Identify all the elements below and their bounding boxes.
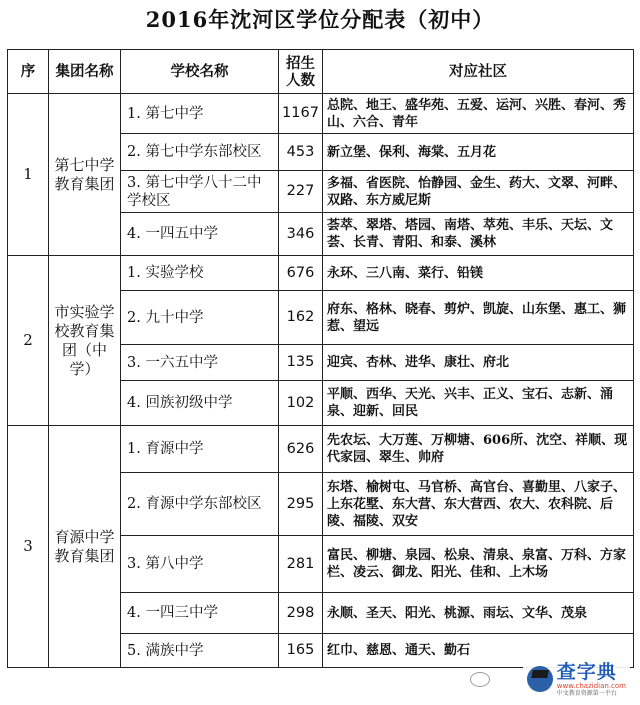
school-name: 3. 第八中学 bbox=[121, 536, 279, 593]
school-name: 4. 一四五中学 bbox=[121, 213, 279, 256]
school-name: 2. 育源中学东部校区 bbox=[121, 473, 279, 536]
school-name: 4. 一四三中学 bbox=[121, 593, 279, 634]
enroll-count: 453 bbox=[279, 134, 323, 171]
community-list: 先农坛、大万莲、万柳塘、606所、沈空、祥顺、现代家园、翠生、帅府 bbox=[323, 426, 634, 473]
community-list: 永环、三八南、菜行、铅镁 bbox=[323, 256, 634, 291]
header-enroll: 招生人数 bbox=[279, 50, 323, 94]
community-list: 新立堡、保利、海棠、五月花 bbox=[323, 134, 634, 171]
table-row bbox=[8, 426, 634, 473]
header-group: 集团名称 bbox=[49, 50, 121, 94]
wechat-icon bbox=[470, 672, 490, 687]
enroll-count: 1167 bbox=[279, 94, 323, 134]
logo-slogan: 中文教育资源第一平台 bbox=[556, 689, 617, 697]
group-name: 育源中学教育集团 bbox=[49, 426, 121, 668]
mortarboard-icon bbox=[527, 666, 553, 692]
enroll-count: 626 bbox=[279, 426, 323, 473]
community-list: 红巾、慈恩、通天、勤石 bbox=[323, 634, 634, 668]
enroll-count: 295 bbox=[279, 473, 323, 536]
table-row bbox=[8, 94, 634, 134]
school-name: 1. 第七中学 bbox=[121, 94, 279, 134]
community-list: 迎宾、杏林、进华、康壮、府北 bbox=[323, 345, 634, 381]
logo-name: 查字典 bbox=[556, 660, 617, 683]
enroll-count: 227 bbox=[279, 171, 323, 213]
header-no: 序 bbox=[8, 50, 49, 94]
community-list: 东塔、榆树屯、马官桥、高官台、喜勤里、八家子、上东花墅、东大营、东大营西、农大、农科院、后陵、福陵、双安 bbox=[323, 473, 634, 536]
school-name: 1. 育源中学 bbox=[121, 426, 279, 473]
school-name: 2. 第七中学东部校区 bbox=[121, 134, 279, 171]
group-no: 2 bbox=[8, 256, 49, 426]
enroll-count: 102 bbox=[279, 381, 323, 426]
logo-text bbox=[557, 662, 626, 697]
community-list: 荟萃、翠塔、塔园、南塔、萃苑、丰乐、天坛、文荟、长青、青阳、和泰、溪林 bbox=[323, 213, 634, 256]
page-title: 2016年沈河区学位分配表（初中） bbox=[145, 7, 495, 32]
table-row bbox=[8, 256, 634, 291]
group-no: 1 bbox=[8, 94, 49, 256]
header-community: 对应社区 bbox=[323, 50, 634, 94]
group-name: 第七中学教育集团 bbox=[49, 94, 121, 256]
chazidian-logo bbox=[523, 659, 630, 699]
header-row bbox=[8, 50, 634, 94]
community-list: 富民、柳塘、泉园、松泉、清泉、泉富、万科、方家栏、凌云、御龙、阳光、佳和、上木场 bbox=[323, 536, 634, 593]
enroll-count: 162 bbox=[279, 291, 323, 345]
allocation-table bbox=[7, 49, 634, 668]
enroll-count: 165 bbox=[279, 634, 323, 668]
school-name: 5. 满族中学 bbox=[121, 634, 279, 668]
school-name: 3. 第七中学八十二中学校区 bbox=[121, 171, 279, 213]
school-name: 1. 实验学校 bbox=[121, 256, 279, 291]
group-no: 3 bbox=[8, 426, 49, 668]
enroll-count: 298 bbox=[279, 593, 323, 634]
school-name: 4. 回族初级中学 bbox=[121, 381, 279, 426]
community-list: 府东、格林、晓春、剪炉、凯旋、山东堡、惠工、狮惹、望远 bbox=[323, 291, 634, 345]
community-list: 多福、省医院、怡静园、金生、药大、文翠、河畔、双路、东方威尼斯 bbox=[323, 171, 634, 213]
community-list: 永顺、圣天、阳光、桃源、雨坛、文华、茂泉 bbox=[323, 593, 634, 634]
logo-url: www.chazidian.com bbox=[556, 681, 626, 690]
community-list: 平顺、西华、天光、兴丰、正义、宝石、志新、涌泉、迎新、回民 bbox=[323, 381, 634, 426]
enroll-count: 346 bbox=[279, 213, 323, 256]
enroll-count: 676 bbox=[279, 256, 323, 291]
community-list: 总院、地王、盛华苑、五爱、运河、兴胜、春河、秀山、六合、青年 bbox=[323, 94, 634, 134]
group-name: 市实验学校教育集团（中学） bbox=[49, 256, 121, 426]
school-name: 2. 九十中学 bbox=[121, 291, 279, 345]
enroll-count: 135 bbox=[279, 345, 323, 381]
enroll-count: 281 bbox=[279, 536, 323, 593]
header-school: 学校名称 bbox=[121, 50, 279, 94]
school-name: 3. 一六五中学 bbox=[121, 345, 279, 381]
